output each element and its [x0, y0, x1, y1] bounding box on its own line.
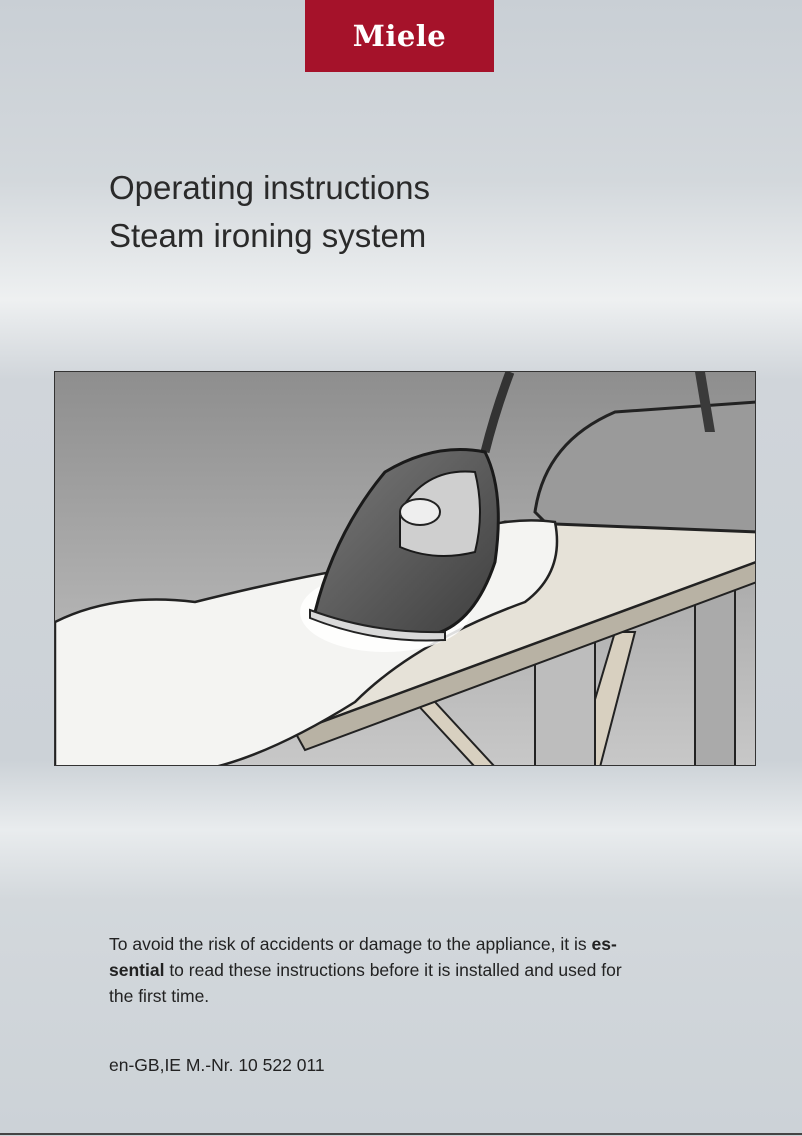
warning-text: to read these instructions before it is installed and used for — [164, 960, 622, 980]
title-line-1: Operating instructions — [109, 169, 430, 206]
miele-logo — [305, 0, 494, 72]
iron-board-drawing — [55, 372, 756, 766]
page-title — [109, 164, 430, 260]
warning-bold: sential — [109, 960, 165, 980]
warning-text: the first time. — [109, 986, 210, 1006]
warning-text: To avoid the risk of accidents or damage to the appliance, it is — [109, 934, 592, 954]
document-code: en-GB,IE M.-Nr. 10 522 011 — [109, 1055, 325, 1075]
warning-bold: es- — [591, 934, 617, 954]
title-line-2: Steam ironing system — [109, 217, 427, 254]
bottom-divider — [0, 1133, 802, 1135]
safety-warning — [109, 931, 622, 1009]
logo-text: Miele — [352, 19, 447, 53]
iron-illustration — [54, 371, 756, 766]
